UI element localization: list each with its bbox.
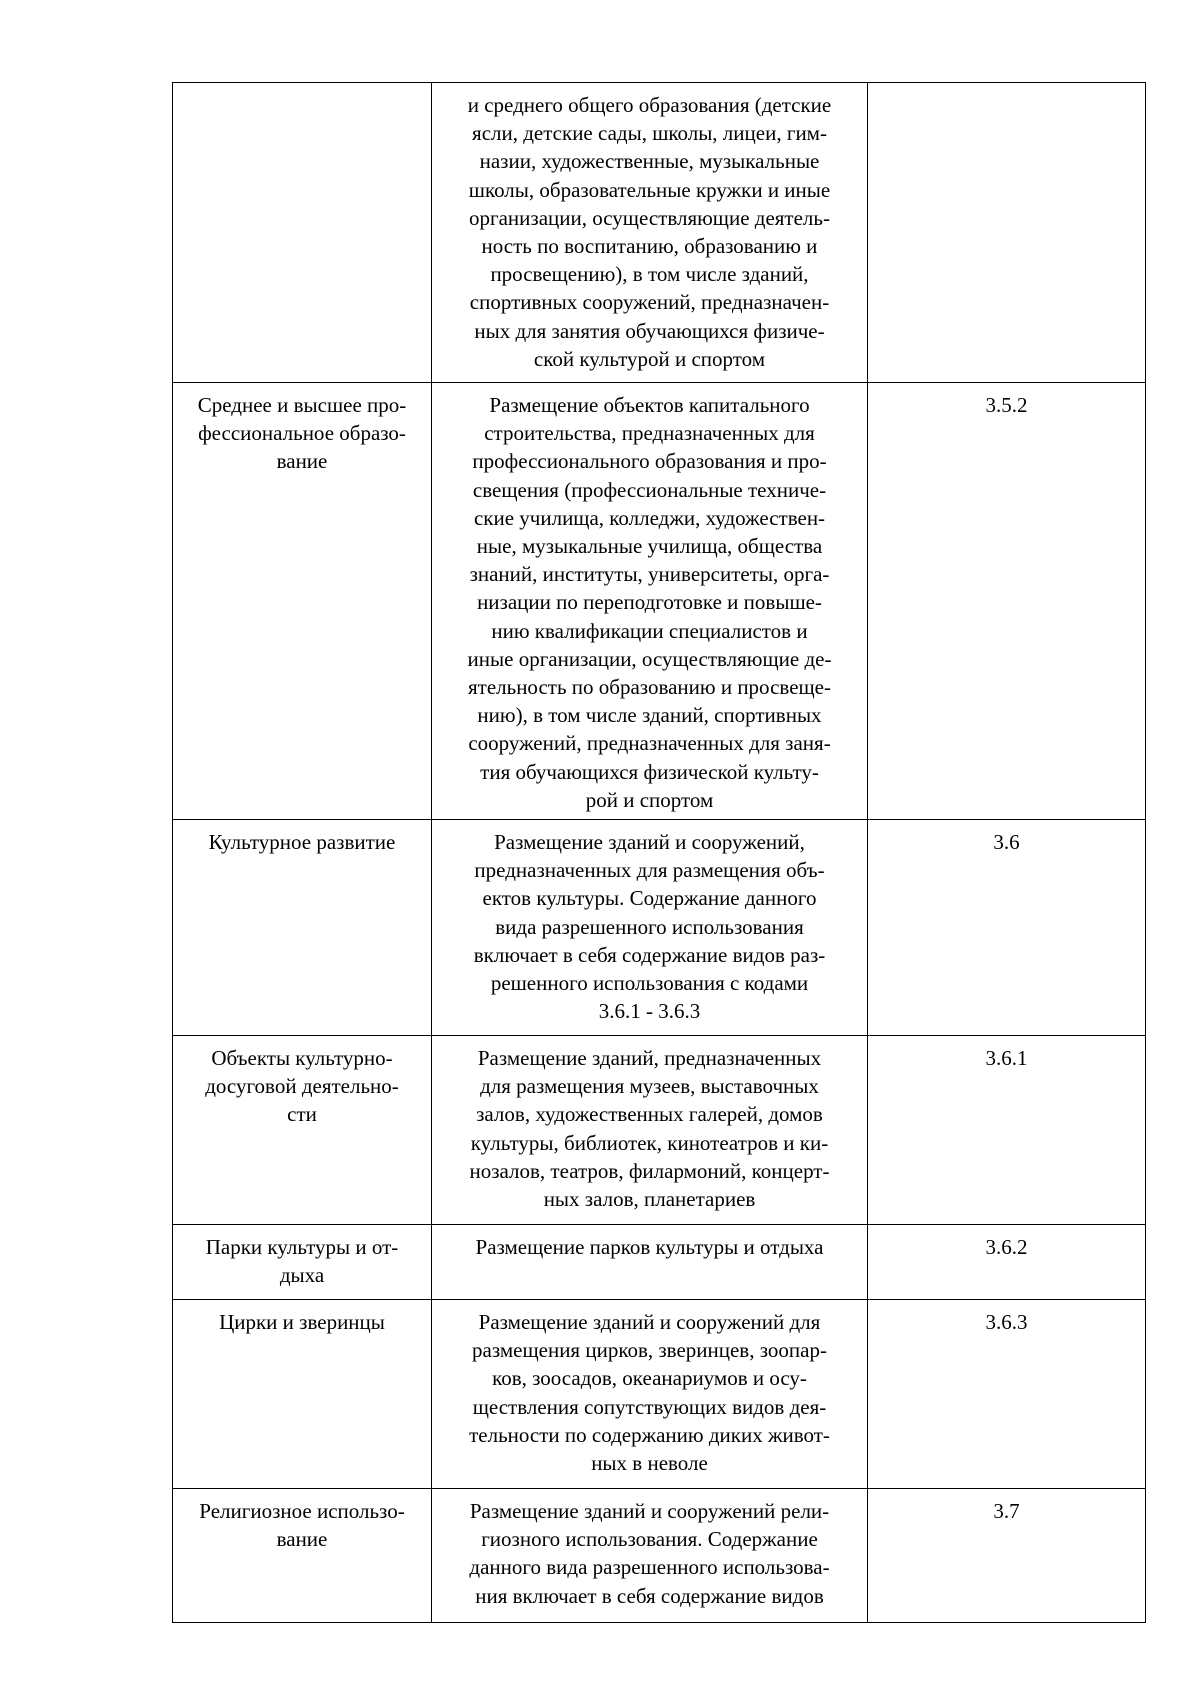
description-line: ясли, детские сады, школы, лицеи, гим-	[472, 121, 827, 146]
code-value: 3.6.3	[985, 1310, 1028, 1334]
use-name-cell	[173, 83, 432, 383]
use-code-cell	[868, 83, 1146, 383]
description-line: включает в себя содержание видов раз-	[473, 942, 826, 967]
table-row	[173, 1036, 1146, 1225]
use-name-cell	[173, 1225, 432, 1300]
code-value: 3.6.1	[985, 1046, 1028, 1070]
description-line: размещения цирков, зверинцев, зоопар-	[472, 1338, 827, 1363]
description-line: ность по воспитанию, образованию и	[481, 234, 818, 259]
description-line: ской культурой и спортом	[533, 346, 766, 371]
name-line: Среднее и высшее про-	[197, 393, 407, 417]
use-description-cell	[432, 383, 868, 820]
description-line: спортивных сооружений, предназначен-	[469, 290, 830, 315]
name-line: Цирки и зверинцы	[219, 1310, 385, 1334]
use-description-cell	[432, 1225, 868, 1300]
name-line: вание	[276, 449, 328, 474]
name-line: Объекты культурно-	[211, 1046, 393, 1070]
description-line: нию квалификации специалистов и	[491, 618, 808, 643]
name-line: фессиональное образо-	[198, 421, 406, 446]
description-line: ятельность по образованию и просвеще-	[467, 675, 831, 700]
description-line: тельности по содержанию диких живот-	[469, 1422, 830, 1447]
name-line: досуговой деятельно-	[205, 1074, 399, 1099]
description-line: Размещение зданий и сооружений рели-	[469, 1499, 830, 1523]
description-line: школы, образовательные кружки и иные	[468, 177, 831, 202]
name-line: сти	[287, 1102, 317, 1127]
use-code-cell	[868, 383, 1146, 820]
table-row	[173, 1300, 1146, 1489]
table-row	[173, 1489, 1146, 1623]
table-body	[173, 83, 1146, 1623]
use-name-cell	[173, 383, 432, 820]
description-line: 3.6.1 - 3.6.3	[598, 999, 701, 1024]
description-line: знаний, институты, университеты, орга-	[469, 562, 830, 587]
description-line: Размещение зданий, предназначенных	[477, 1046, 822, 1070]
description-line: Размещение зданий и сооружений для	[478, 1310, 821, 1334]
code-value: 3.7	[993, 1499, 1020, 1523]
description-line: для размещения музеев, выставочных	[480, 1074, 819, 1099]
description-line: строительства, предназначенных для	[484, 421, 815, 446]
description-line: залов, художественных галерей, домов	[476, 1102, 823, 1127]
description-line: ных залов, планетариев	[543, 1187, 756, 1212]
use-code-cell	[868, 1489, 1146, 1623]
use-name-cell	[173, 1036, 432, 1225]
use-description-cell	[432, 1489, 868, 1623]
description-line: ков, зоосадов, океанариумов и осу-	[492, 1366, 807, 1391]
description-line: просвещению), в том числе зданий,	[490, 262, 809, 287]
description-line: иные организации, осуществляющие де-	[467, 646, 832, 671]
description-line: ния включает в себя содержание видов	[475, 1583, 824, 1608]
description-line: профессионального образования и про-	[472, 449, 827, 474]
use-code-cell	[868, 1225, 1146, 1300]
use-description-cell	[432, 83, 868, 383]
name-line: Религиозное использо-	[199, 1499, 405, 1523]
table-row	[173, 1225, 1146, 1300]
description-line: культуры, библиотек, кинотеатров и ки-	[470, 1130, 829, 1155]
description-line: Размещение зданий и сооружений,	[494, 830, 805, 854]
description-line: решенного использования с кодами	[490, 971, 809, 996]
description-line: Размещение объектов капитального	[489, 393, 810, 417]
use-name-cell	[173, 820, 432, 1036]
name-line: Парки культуры и от-	[205, 1235, 399, 1259]
description-line: нию), в том числе зданий, спортивных	[477, 703, 822, 728]
description-line: сооружений, предназначенных для заня-	[468, 731, 831, 756]
table-row	[173, 383, 1146, 820]
description-line: тия обучающихся физической культу-	[480, 759, 819, 784]
use-description-cell	[432, 1300, 868, 1489]
table-row	[173, 83, 1146, 383]
code-value: 3.6	[993, 830, 1020, 854]
description-line: ных в неволе	[591, 1451, 708, 1476]
use-code-cell	[868, 820, 1146, 1036]
code-value: 3.6.2	[985, 1235, 1028, 1259]
use-code-cell	[868, 1300, 1146, 1489]
description-line: и среднего общего образования (детские	[467, 93, 832, 117]
name-line: Культурное развитие	[208, 830, 396, 854]
name-line: вание	[276, 1527, 328, 1552]
description-line: ские училища, колледжи, художествен-	[473, 505, 826, 530]
description-line: нозалов, театров, филармоний, концерт-	[469, 1158, 830, 1183]
description-line: ные, музыкальные училища, общества	[476, 534, 823, 559]
description-line: гиозного использования. Содержание	[481, 1527, 818, 1552]
description-line: данного вида разрешенного использова-	[469, 1555, 830, 1580]
use-description-cell	[432, 1036, 868, 1225]
use-name-cell	[173, 1489, 432, 1623]
use-name-cell	[173, 1300, 432, 1489]
land-use-table	[172, 82, 1146, 1623]
description-line: рой и спортом	[585, 787, 714, 812]
description-line: ществления сопутствующих видов дея-	[472, 1394, 827, 1419]
description-line: организации, осуществляющие деятель-	[469, 205, 830, 230]
description-line: предназначенных для размещения объ-	[474, 858, 825, 883]
description-line: вида разрешенного использования	[495, 914, 804, 939]
use-description-cell	[432, 820, 868, 1036]
code-value: 3.5.2	[985, 393, 1028, 417]
description-line: низации по переподготовке и повыше-	[477, 590, 822, 615]
description-line: назии, художественные, музыкальные	[479, 149, 820, 174]
description-line: ектов культуры. Содержание данного	[482, 886, 817, 911]
description-line: Размещение парков культуры и отдыха	[475, 1235, 824, 1259]
name-line: дыха	[279, 1263, 325, 1288]
use-code-cell	[868, 1036, 1146, 1225]
description-line: ных для занятия обучающихся физиче-	[474, 318, 825, 343]
description-line: свещения (профессиональные техниче-	[472, 477, 827, 502]
table-row	[173, 820, 1146, 1036]
